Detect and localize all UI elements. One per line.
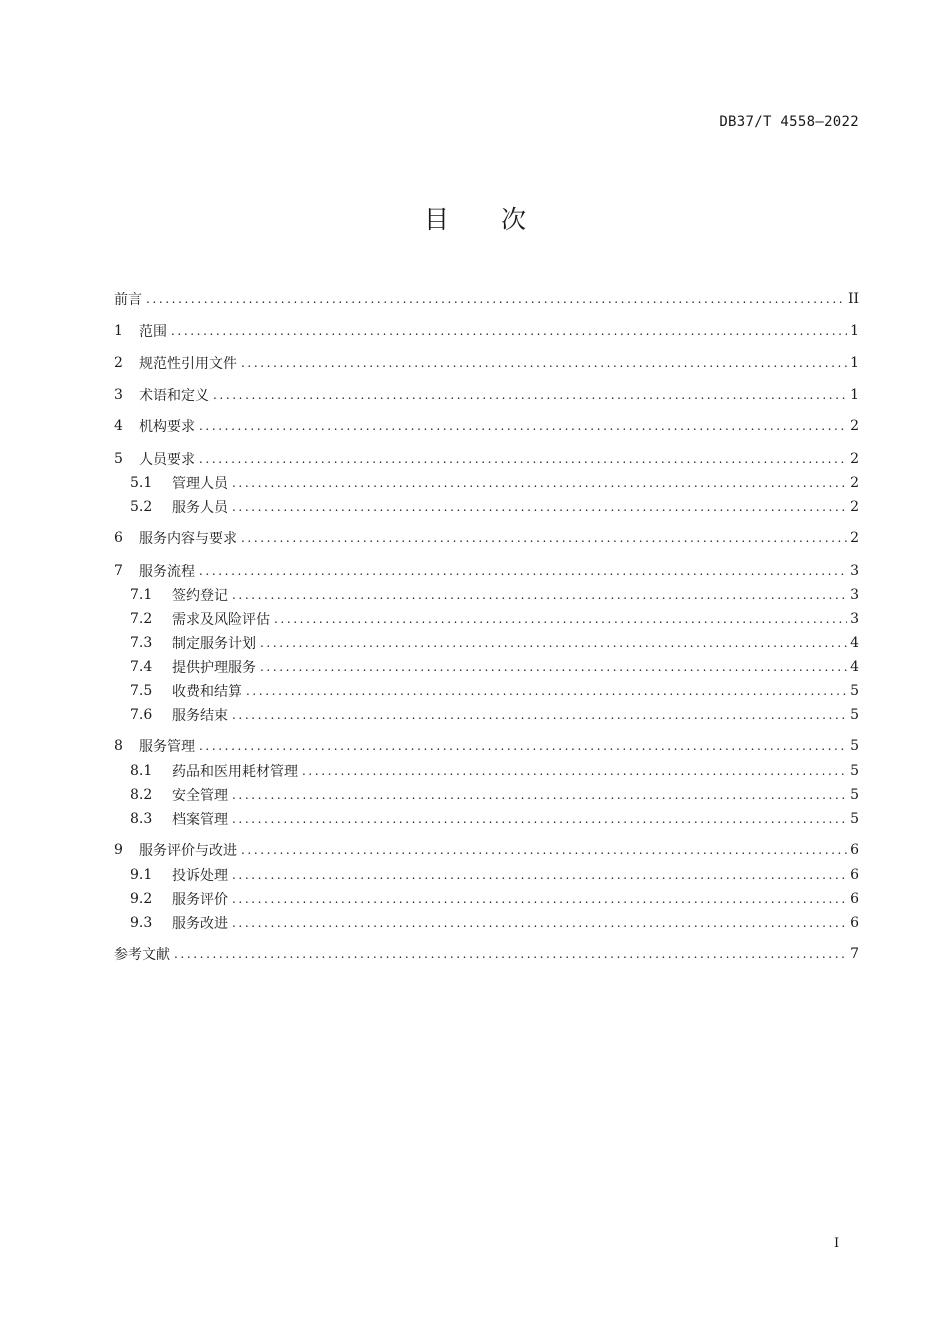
dot-leader <box>241 353 847 373</box>
toc-entry-label: 服务改进 <box>172 916 228 932</box>
toc-entry[interactable] <box>114 561 859 581</box>
toc-entry-number: 8.1 <box>130 763 153 779</box>
toc-entry-number: 3 <box>114 387 123 403</box>
toc-entry-label: 服务内容与要求 <box>139 531 237 547</box>
dot-leader <box>232 809 847 829</box>
toc-entry-number: 7.6 <box>130 707 153 723</box>
toc-subentry[interactable] <box>130 681 859 701</box>
toc-entry-page: 2 <box>850 475 859 491</box>
toc-entry-number: 8.2 <box>130 787 153 803</box>
toc-entry-number: 7.2 <box>130 611 153 627</box>
toc-subentry[interactable] <box>130 705 859 725</box>
toc-entry-label: 参考文献 <box>114 947 170 963</box>
toc-entry-page: 6 <box>850 915 859 931</box>
toc-entry-page: 5 <box>850 683 859 699</box>
toc-entry-label: 前言 <box>114 292 142 308</box>
table-of-contents <box>114 0 859 1000</box>
toc-entry-page: 4 <box>850 635 859 651</box>
dot-leader <box>232 497 847 517</box>
toc-entry-label: 服务管理 <box>139 739 195 755</box>
toc-entry-page: 6 <box>850 891 859 907</box>
toc-entry-page: 5 <box>850 763 859 779</box>
toc-entry-label: 服务结束 <box>172 708 228 724</box>
toc-entry-label: 服务人员 <box>172 500 228 516</box>
dot-leader <box>199 449 847 469</box>
toc-entry-page: 3 <box>850 611 859 627</box>
toc-entry-label: 投诉处理 <box>172 868 228 884</box>
toc-entry-page: 1 <box>850 323 859 339</box>
toc-entry[interactable] <box>114 528 859 548</box>
toc-entry-number: 2 <box>114 355 123 371</box>
dot-leader <box>260 633 847 653</box>
toc-subentry[interactable] <box>130 633 859 653</box>
toc-subentry[interactable] <box>130 865 859 885</box>
toc-entry-number: 9 <box>114 842 123 858</box>
toc-entry-number: 4 <box>114 418 123 434</box>
toc-entry-page: 3 <box>850 587 859 603</box>
dot-leader <box>241 528 847 548</box>
toc-entry-label: 制定服务计划 <box>172 636 256 652</box>
toc-entry-label: 需求及风险评估 <box>172 612 270 628</box>
toc-entry-label: 签约登记 <box>172 588 228 604</box>
toc-entry-page: 1 <box>850 387 859 403</box>
dot-leader <box>174 944 847 964</box>
toc-entry-number: 8 <box>114 738 123 754</box>
dot-leader <box>146 289 845 309</box>
toc-entry-page: 5 <box>850 811 859 827</box>
toc-entry-label: 服务评价与改进 <box>139 843 237 859</box>
toc-entry-number: 7.1 <box>130 587 153 603</box>
toc-subentry[interactable] <box>130 657 859 677</box>
dot-leader <box>260 657 847 677</box>
toc-entry-page: 4 <box>850 659 859 675</box>
dot-leader <box>232 889 847 909</box>
toc-entry-number: 1 <box>114 323 123 339</box>
toc-entry-page: 1 <box>850 355 859 371</box>
toc-entry-number: 7.5 <box>130 683 153 699</box>
dot-leader <box>274 609 847 629</box>
dot-leader <box>232 913 847 933</box>
title-char-2: 次 <box>501 205 527 234</box>
toc-entry-label: 收费和结算 <box>172 684 242 700</box>
title-char-1: 目 <box>423 205 449 234</box>
dot-leader <box>232 705 847 725</box>
toc-entry-label: 档案管理 <box>172 812 228 828</box>
toc-entry-page: II <box>847 291 859 307</box>
toc-entry-number: 5.1 <box>130 475 153 491</box>
toc-entry-label: 安全管理 <box>172 788 228 804</box>
toc-entry[interactable] <box>114 840 859 860</box>
dot-leader <box>232 785 847 805</box>
toc-subentry[interactable] <box>130 913 859 933</box>
toc-subentry[interactable] <box>130 609 859 629</box>
toc-entry-label: 规范性引用文件 <box>139 356 237 372</box>
toc-entry-page: 6 <box>850 867 859 883</box>
toc-subentry[interactable] <box>130 585 859 605</box>
dot-leader <box>302 761 847 781</box>
toc-entry-number: 5 <box>114 451 123 467</box>
toc-entry[interactable] <box>114 736 859 756</box>
dot-leader <box>232 865 847 885</box>
toc-entry[interactable] <box>114 944 859 964</box>
toc-entry[interactable] <box>114 449 859 469</box>
page-number: I <box>834 1236 840 1251</box>
toc-entry[interactable] <box>114 289 859 309</box>
toc-entry-page: 2 <box>850 499 859 515</box>
dot-leader <box>199 561 847 581</box>
toc-subentry[interactable] <box>130 809 859 829</box>
toc-entry-page: 3 <box>850 563 859 579</box>
dot-leader <box>232 585 847 605</box>
toc-subentry[interactable] <box>130 889 859 909</box>
toc-entry-number: 7.4 <box>130 659 153 675</box>
toc-entry-number: 7.3 <box>130 635 153 651</box>
toc-entry-number: 7 <box>114 563 123 579</box>
toc-entry-page: 7 <box>850 946 859 962</box>
toc-entry-page: 5 <box>850 738 859 754</box>
toc-entry-label: 范围 <box>139 324 167 340</box>
toc-entry-label: 服务流程 <box>139 564 195 580</box>
dot-leader <box>199 416 847 436</box>
toc-entry-page: 5 <box>850 787 859 803</box>
toc-entry-number: 5.2 <box>130 499 153 515</box>
dot-leader <box>213 385 847 405</box>
toc-entry-page: 2 <box>850 418 859 434</box>
toc-entry-label: 机构要求 <box>139 419 195 435</box>
toc-entry-page: 5 <box>850 707 859 723</box>
toc-subentry[interactable] <box>130 785 859 805</box>
toc-entry-number: 9.2 <box>130 891 153 907</box>
toc-entry-label: 管理人员 <box>172 476 228 492</box>
toc-entry-page: 2 <box>850 451 859 467</box>
toc-entry[interactable] <box>114 416 859 436</box>
dot-leader <box>199 736 847 756</box>
toc-entry-number: 8.3 <box>130 811 153 827</box>
toc-subentry[interactable] <box>130 761 859 781</box>
dot-leader <box>246 681 847 701</box>
toc-entry-label: 药品和医用耗材管理 <box>172 764 298 780</box>
toc-entry-number: 6 <box>114 530 123 546</box>
toc-entry[interactable] <box>114 353 859 373</box>
document-code: DB37/T 4558—2022 <box>719 114 859 130</box>
toc-entry-number: 9.3 <box>130 915 153 931</box>
dot-leader <box>232 473 847 493</box>
dot-leader <box>171 321 847 341</box>
toc-entry-number: 9.1 <box>130 867 153 883</box>
dot-leader <box>241 840 847 860</box>
toc-entry-label: 术语和定义 <box>139 388 209 404</box>
toc-subentry[interactable] <box>130 497 859 517</box>
toc-entry[interactable] <box>114 385 859 405</box>
toc-entry-page: 6 <box>850 842 859 858</box>
toc-entry-label: 人员要求 <box>139 452 195 468</box>
toc-entry-label: 服务评价 <box>172 892 228 908</box>
toc-entry-page: 2 <box>850 530 859 546</box>
toc-subentry[interactable] <box>130 473 859 493</box>
toc-entry[interactable] <box>114 321 859 341</box>
toc-entry-label: 提供护理服务 <box>172 660 256 676</box>
